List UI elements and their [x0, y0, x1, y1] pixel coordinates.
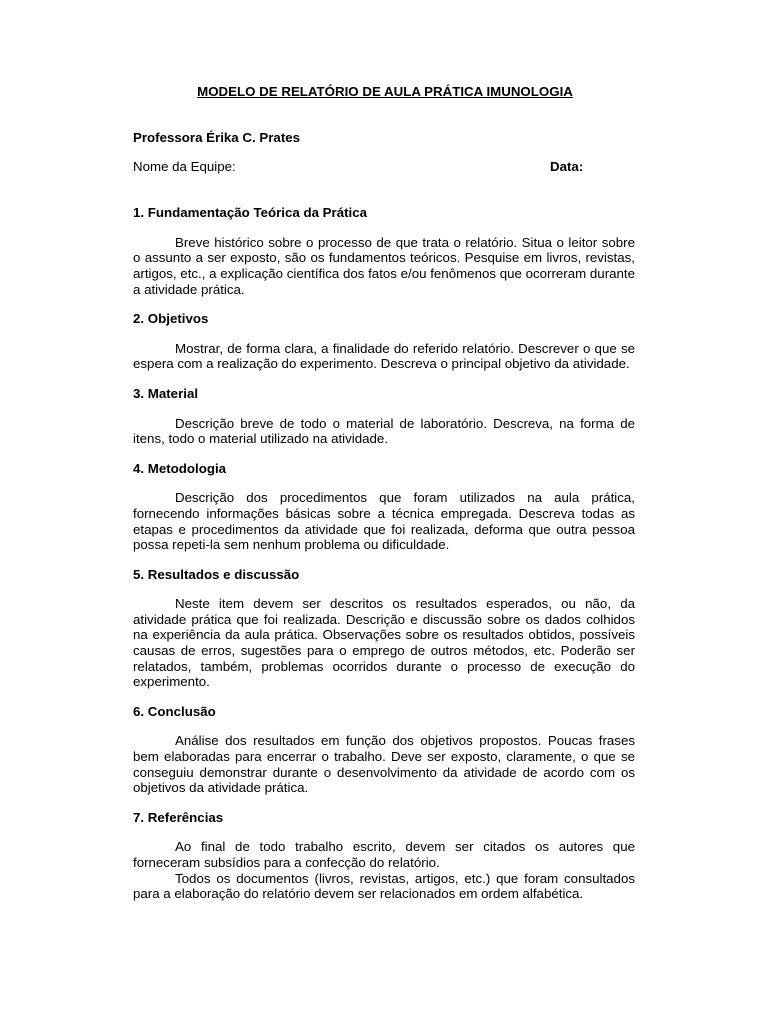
section-conclusao — [133, 704, 635, 796]
document-title: MODELO DE RELATÓRIO DE AULA PRÁTICA IMUNOLOGIA — [197, 84, 573, 99]
professor-name: Professora Érika C. Prates — [133, 129, 301, 145]
section-fundamentacao — [133, 205, 635, 297]
section-material — [133, 386, 635, 447]
section-referencias — [133, 810, 635, 902]
section-heading: 1. Fundamentação Teórica da Prática — [133, 205, 368, 221]
section-paragraph: Breve histórico sobre o processo de que trata o relatório. Situa o leitor sobre o assunto a ser exposto, são os fundamentos teóricos. Pesquise em livros, revistas, artigos, etc., a explicação científica dos fatos e/ou fenômenos que ocorreram durante a atividade prática. — [133, 234, 635, 297]
section-heading: 3. Material — [133, 385, 199, 401]
section-heading: 2. Objetivos — [133, 311, 209, 327]
date-label: Data: — [550, 159, 584, 175]
team-date-row — [133, 159, 635, 175]
section-paragraph: Descrição breve de todo o material de laboratório. Descreva, na forma de itens, todo o material utilizado na atividade. — [133, 415, 635, 447]
section-paragraph: Neste item devem ser descritos os resultados esperados, ou não, da atividade prática que foi realizada. Descrição e discussão sobre os dados colhidos na experiência da aula prática. Observações sobre os resultados obtidos, possíveis causas de erros, sugestões para o emprego de outros métodos, etc. Poderão ser relatados, também, problemas ocorridos durante o processo de execução do experimento. — [133, 596, 635, 690]
section-paragraph: Análise dos resultados em função dos objetivos propostos. Poucas frases bem elaboradas para encerrar o trabalho. Deve ser exposto, claramente, o que se conseguiu demonstrar durante o desenvolvimento da atividade de acordo com os objetivos da atividade prática. — [133, 733, 635, 796]
section-resultados — [133, 567, 635, 690]
section-paragraph: Descrição dos procedimentos que foram utilizados na aula prática, fornecendo informações básicas sobre a técnica empregada. Descreva todas as etapas e procedimentos da atividade que foi realizada, deforma que outra pessoa possa repeti-la sem nenhum problema ou dificuldade. — [133, 490, 635, 553]
team-name-label: Nome da Equipe: — [133, 159, 236, 175]
document-page — [133, 84, 635, 902]
section-metodologia — [133, 461, 635, 553]
section-paragraph: Mostrar, de forma clara, a finalidade do referido relatório. Descrever o que se espera com a realização do experimento. Descreva o principal objetivo da atividade. — [133, 340, 635, 372]
section-objetivos — [133, 311, 635, 372]
section-heading: 4. Metodologia — [133, 460, 227, 476]
section-paragraph: Todos os documentos (livros, revistas, artigos, etc.) que foram consultados para a elaboração do relatório devem ser relacionados em ordem alfabética. — [133, 870, 635, 902]
section-paragraph: Ao final de todo trabalho escrito, devem ser citados os autores que forneceram subsídios para a confecção do relatório. — [133, 839, 635, 870]
section-heading: 5. Resultados e discussão — [133, 566, 300, 582]
section-heading: 7. Referências — [133, 809, 224, 825]
section-heading: 6. Conclusão — [133, 703, 216, 719]
